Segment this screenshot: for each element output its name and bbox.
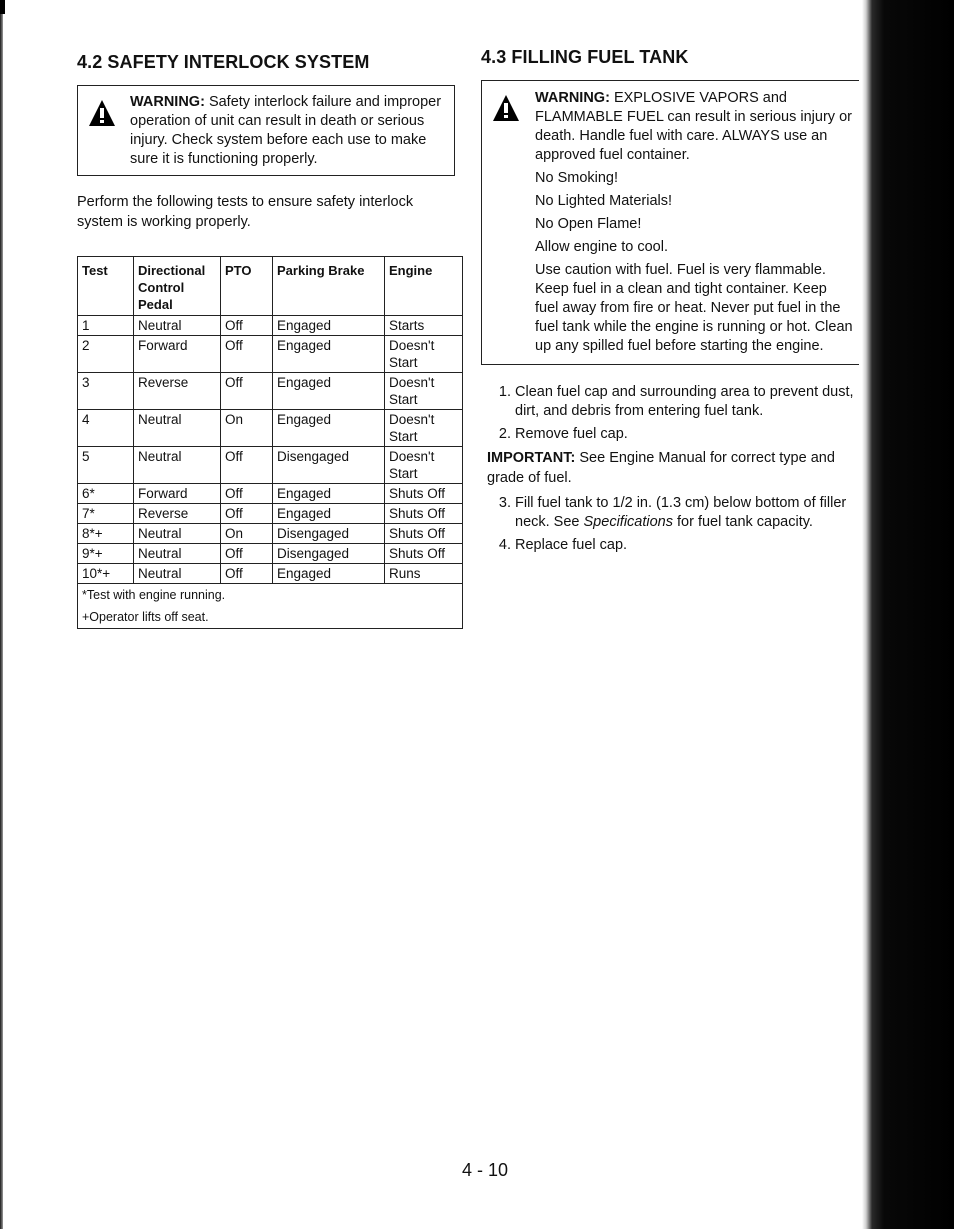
specifications-ref: Specifications [583, 514, 673, 530]
warning-body: Safety interlock failure and improper operation of unit can result in death or serious injury. Check system before each use to make sure it is functioning properly. [130, 94, 442, 167]
section-title-filling-fuel-tank: 4.3 FILLING FUEL TANK [481, 47, 689, 67]
cell-brake: Engaged [273, 410, 385, 447]
cell-pedal: Reverse [134, 373, 221, 410]
step-2: 2. Remove fuel cap. [515, 425, 860, 444]
page-edge-left [0, 0, 3, 1229]
section-title-safety-interlock: 4.2 SAFETY INTERLOCK SYSTEM [77, 52, 370, 72]
cell-test: 1 [78, 316, 134, 336]
warning-text-fuel [535, 89, 853, 165]
page-number: 4 - 10 [462, 1160, 509, 1180]
intro-text: Perform the following tests to ensure safety interlock system is working properly. [77, 194, 414, 230]
table-row [78, 316, 463, 336]
table-row [78, 524, 463, 544]
cell-pto: On [221, 524, 273, 544]
table-row [78, 504, 463, 524]
cell-engine: Starts [385, 316, 463, 336]
step-4: 4. Replace fuel cap. [515, 536, 860, 555]
cell-brake: Engaged [273, 564, 385, 584]
cell-pedal: Reverse [134, 504, 221, 524]
warning-text-interlock [130, 93, 444, 169]
table-notes [78, 584, 463, 629]
page-edge-right [862, 0, 954, 1229]
note-operator-seat: +Operator lifts off seat. [82, 610, 209, 624]
cell-pedal: Neutral [134, 316, 221, 336]
cell-test: 10*+ [78, 564, 134, 584]
cell-test: 2 [78, 336, 134, 373]
step-3-text: Fill fuel tank to 1/2 in. (1.3 cm) below bottom of filler neck. See [515, 495, 847, 530]
table-row [78, 410, 463, 447]
cell-engine: Shuts Off [385, 484, 463, 504]
cell-test: 6* [78, 484, 134, 504]
steps-list-continued [481, 494, 860, 555]
steps-list [481, 383, 860, 444]
interlock-test-table [77, 256, 463, 629]
step-3-text-end: for fuel tank capacity. [672, 514, 813, 530]
table-row [78, 373, 463, 410]
cell-test: 5 [78, 447, 134, 484]
cell-pto: Off [221, 504, 273, 524]
cell-pedal: Forward [134, 484, 221, 504]
cell-pedal: Forward [134, 336, 221, 373]
table-row [78, 544, 463, 564]
cell-pto: Off [221, 564, 273, 584]
section-filling-fuel-tank [481, 47, 866, 559]
header-engine: Engine [385, 257, 463, 316]
cell-engine: Shuts Off [385, 504, 463, 524]
section-safety-interlock [77, 52, 467, 629]
cell-test: 3 [78, 373, 134, 410]
header-pto: PTO [221, 257, 273, 316]
cell-pto: Off [221, 484, 273, 504]
cell-engine: Doesn't Start [385, 410, 463, 447]
cell-brake: Engaged [273, 336, 385, 373]
warning-box-interlock [77, 85, 455, 176]
warning-body: EXPLOSIVE VAPORS and FLAMMABLE FUEL can result in serious injury or death. Handle fuel with care. ALWAYS use an approved fuel container. [535, 90, 852, 163]
cell-brake: Disengaged [273, 524, 385, 544]
cell-engine: Shuts Off [385, 544, 463, 564]
cell-brake: Engaged [273, 316, 385, 336]
cell-brake: Disengaged [273, 544, 385, 564]
corner-mark [0, 0, 5, 14]
warning-allow-cool: Allow engine to cool. [535, 239, 668, 255]
important-note [487, 448, 863, 488]
warning-triangle-icon [89, 100, 115, 126]
table-row [78, 447, 463, 484]
cell-pedal: Neutral [134, 410, 221, 447]
warning-label: WARNING: [130, 94, 205, 110]
cell-pto: Off [221, 544, 273, 564]
warning-triangle-icon [493, 95, 519, 121]
cell-test: 7* [78, 504, 134, 524]
cell-pedal: Neutral [134, 544, 221, 564]
cell-engine: Shuts Off [385, 524, 463, 544]
table-row [78, 336, 463, 373]
cell-brake: Disengaged [273, 447, 385, 484]
table-row [78, 484, 463, 504]
cell-test: 9*+ [78, 544, 134, 564]
header-parking-brake: Parking Brake [273, 257, 385, 316]
important-label: IMPORTANT: [487, 450, 576, 466]
header-test: Test [78, 257, 134, 316]
cell-brake: Engaged [273, 373, 385, 410]
cell-pto: On [221, 410, 273, 447]
cell-engine: Doesn't Start [385, 336, 463, 373]
step-1: 1. Clean fuel cap and surrounding area to prevent dust, dirt, and debris from entering fuel tank. [515, 383, 860, 421]
cell-pedal: Neutral [134, 564, 221, 584]
cell-engine: Doesn't Start [385, 373, 463, 410]
cell-pto: Off [221, 447, 273, 484]
cell-pto: Off [221, 336, 273, 373]
warning-no-lighted-materials: No Lighted Materials! [535, 193, 673, 209]
note-engine-running: *Test with engine running. [82, 588, 226, 602]
step-3 [515, 494, 860, 532]
cell-engine: Doesn't Start [385, 447, 463, 484]
cell-pto: Off [221, 316, 273, 336]
header-directional-control-pedal: Directional Control Pedal [134, 257, 221, 316]
warning-caution: Use caution with fuel. Fuel is very flammable. Keep fuel in a clean and tight container. Keep fuel away from fire or heat. Never put fuel in the fuel tank while the engine is running or hot. Clean up any spilled fuel before starting the engine. [535, 262, 853, 354]
cell-pedal: Neutral [134, 524, 221, 544]
warning-label: WARNING: [535, 90, 610, 106]
warning-box-fuel [481, 80, 859, 365]
warning-no-open-flame: No Open Flame! [535, 216, 642, 232]
cell-brake: Engaged [273, 504, 385, 524]
table-header-row [78, 257, 463, 316]
warning-no-smoking: No Smoking! [535, 170, 619, 186]
important-body: See Engine Manual for correct type and grade of fuel. [487, 450, 835, 486]
cell-engine: Runs [385, 564, 463, 584]
cell-test: 4 [78, 410, 134, 447]
cell-brake: Engaged [273, 484, 385, 504]
table-notes-row [78, 584, 463, 629]
cell-pedal: Neutral [134, 447, 221, 484]
table-row [78, 564, 463, 584]
cell-test: 8*+ [78, 524, 134, 544]
cell-pto: Off [221, 373, 273, 410]
